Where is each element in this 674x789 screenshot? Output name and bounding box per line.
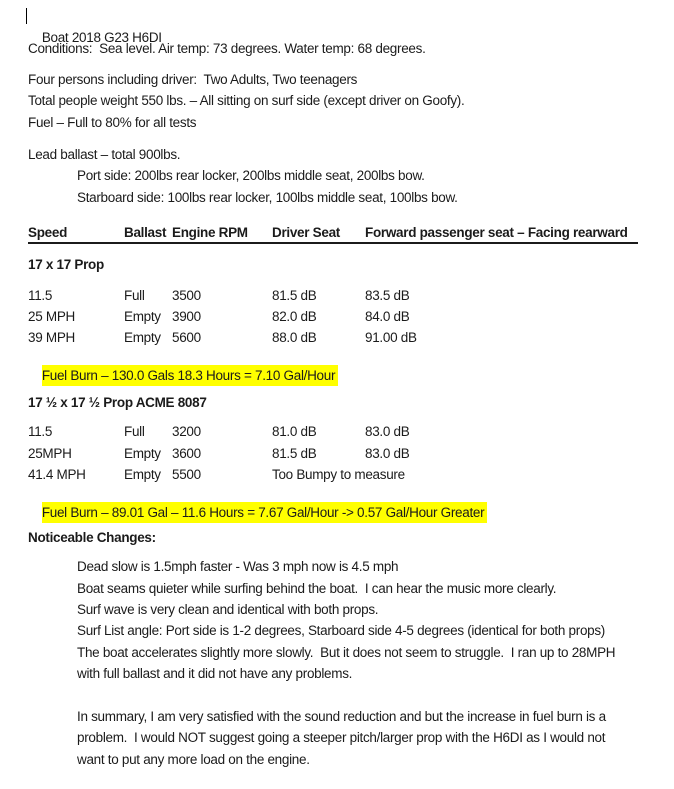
fuel-burn-highlight: Fuel Burn – 89.01 Gal – 11.6 Hours = 7.67 Gal/Hour -> 0.57 Gal/Hour Greater (42, 502, 488, 523)
cell-speed: 41.4 MPH (28, 467, 86, 482)
section-heading-prop2: 17 ½ x 17 ½ Prop ACME 8087 (28, 395, 207, 410)
table-row (28, 443, 674, 464)
table-header-row (28, 222, 638, 244)
fuel-burn-highlight: Fuel Burn – 130.0 Gals 18.3 Hours = 7.10 Gal/Hour (42, 365, 338, 386)
cell-speed: 25MPH (28, 446, 72, 461)
cell-driver: 81.0 dB (272, 424, 317, 439)
col-header-rpm: Engine RPM (172, 225, 248, 240)
cell-rpm: 5600 (172, 330, 201, 345)
cell-ballast: Empty (124, 467, 161, 482)
crew-weight-line: Total people weight 550 lbs. – All sitting on surf side (except driver on Goofy). (28, 93, 465, 108)
cell-speed: 39 MPH (28, 330, 75, 345)
cell-ballast: Empty (124, 330, 161, 345)
col-header-forward: Forward passenger seat – Facing rearward (365, 225, 628, 240)
cell-driver: 82.0 dB (272, 309, 317, 324)
summary-line: In summary, I am very satisfied with the sound reduction and but the increase in fuel burn is a (77, 709, 606, 724)
section-heading-prop1: 17 x 17 Prop (28, 257, 104, 272)
cell-speed: 25 MPH (28, 309, 75, 324)
crew-persons-line: Four persons including driver: Two Adults, Two teenagers (28, 72, 358, 87)
cell-ballast: Full (124, 424, 145, 439)
cell-driver: 81.5 dB (272, 446, 317, 461)
note-line: The boat accelerates slightly more slowly. But it does not seem to struggle. I ran up to 28MPH (77, 645, 616, 660)
cell-driver: 81.5 dB (272, 288, 317, 303)
notes-heading: Noticeable Changes: (28, 530, 156, 545)
cell-forward: 84.0 dB (365, 309, 410, 324)
doc-title-line (28, 6, 162, 45)
note-line: Boat seams quieter while surfing behind the boat. I can hear the music more clearly. (77, 581, 557, 596)
ballast-total-line: Lead ballast – total 900lbs. (28, 147, 181, 162)
cell-forward: 83.5 dB (365, 288, 410, 303)
cell-forward: 91.00 dB (365, 330, 417, 345)
table-row (28, 285, 674, 306)
note-line: Surf List angle: Port side is 1-2 degrees, Starboard side 4-5 degrees (identical for both props) (77, 623, 606, 638)
crew-fuel-line: Fuel – Full to 80% for all tests (28, 115, 197, 130)
ballast-starboard-line: Starboard side: 100lbs rear locker, 100lbs middle seat, 100lbs bow. (77, 190, 458, 205)
fuel-burn-line-prop1 (28, 344, 338, 383)
col-header-speed: Speed (28, 225, 68, 240)
note-line: with full ballast and it did not have any problems. (77, 666, 353, 681)
cell-driver: Too Bumpy to measure (272, 467, 405, 482)
note-line: Surf wave is very clean and identical with both props. (77, 602, 379, 617)
cell-ballast: Full (124, 288, 145, 303)
ballast-port-line: Port side: 200lbs rear locker, 200lbs middle seat, 200lbs bow. (77, 168, 425, 183)
table-row (28, 306, 674, 327)
cell-speed: 11.5 (28, 288, 53, 303)
summary-line: problem. I would NOT suggest going a steeper pitch/larger prop with the H6DI as I would not (77, 730, 606, 745)
fuel-burn-line-prop2 (28, 481, 487, 520)
doc-title: Boat 2018 G23 H6DI (41, 30, 162, 45)
cell-ballast: Empty (124, 446, 161, 461)
cell-rpm: 3500 (172, 288, 201, 303)
cell-rpm: 3900 (172, 309, 201, 324)
cell-ballast: Empty (124, 309, 161, 324)
cell-rpm: 5500 (172, 467, 201, 482)
text-cursor (26, 8, 27, 24)
col-header-driver: Driver Seat (272, 225, 340, 240)
summary-line: want to put any more load on the engine. (77, 752, 310, 767)
cell-rpm: 3600 (172, 446, 201, 461)
cell-driver: 88.0 dB (272, 330, 317, 345)
table-row (28, 421, 674, 442)
conditions-line: Conditions: Sea level. Air temp: 73 degrees. Water temp: 68 degrees. (28, 41, 426, 56)
cell-forward: 83.0 dB (365, 424, 410, 439)
note-line: Dead slow is 1.5mph faster - Was 3 mph now is 4.5 mph (77, 559, 399, 574)
cell-forward: 83.0 dB (365, 446, 410, 461)
cell-rpm: 3200 (172, 424, 201, 439)
col-header-ballast: Ballast (124, 225, 167, 240)
cell-speed: 11.5 (28, 424, 53, 439)
